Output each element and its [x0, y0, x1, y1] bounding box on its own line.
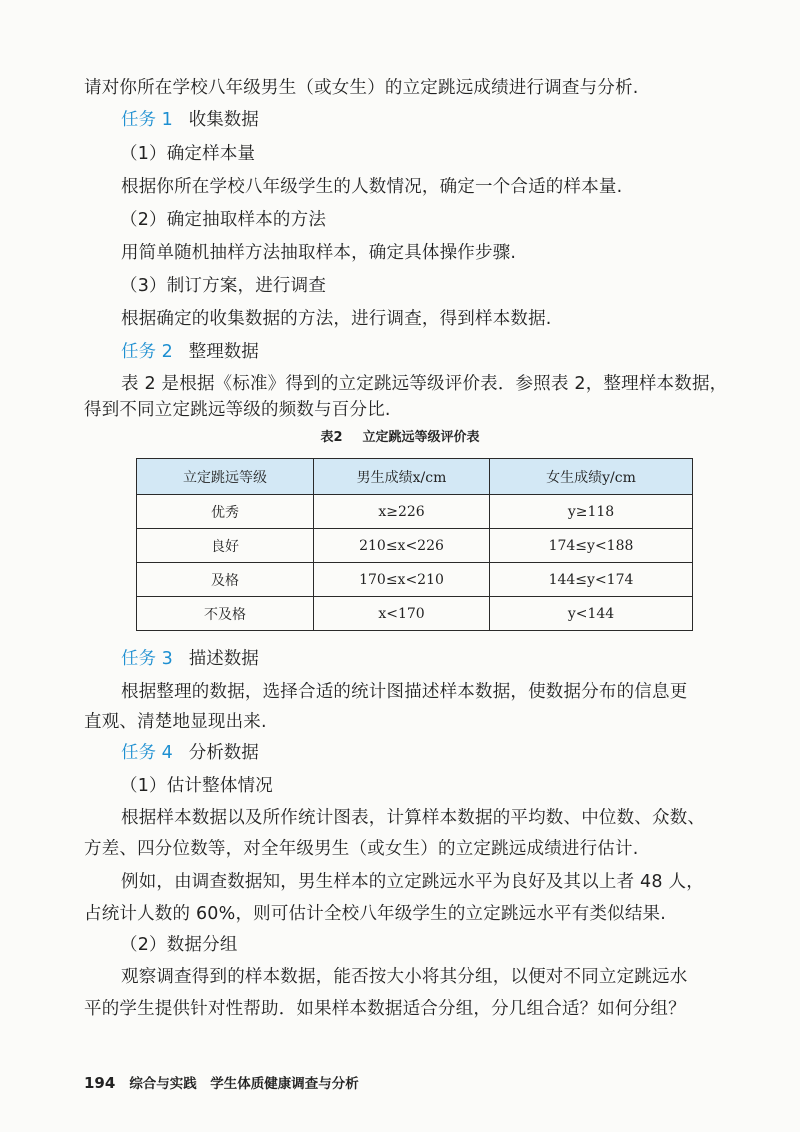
task-4-step-1-title: （1）估计整体情况 — [120, 776, 273, 796]
task-2-heading — [121, 340, 259, 364]
task-1-step-1-title: （1）确定样本量 — [120, 144, 256, 164]
table-cell: 210≤x<226 — [314, 529, 490, 563]
footer-title: 综合与实践 学生体质健康调查与分析 — [129, 1076, 359, 1092]
task-4-step-2-line-1: 观察调查得到的样本数据，能否按大小将其分组，以便对不同立定跳远水 — [121, 967, 688, 987]
task-2-paragraph-line-1: 表 2 是根据《标准》得到的立定跳远等级评价表．参照表 2，整理样本数据， — [121, 374, 728, 394]
task-1-number: 任务 1 — [121, 110, 173, 130]
task-4-number: 任务 4 — [121, 743, 173, 763]
task-1-step-1-text: 根据你所在学校八年级学生的人数情况，确定一个合适的样本量. — [121, 177, 623, 197]
table-cell: x<170 — [314, 597, 490, 631]
task-4-heading — [121, 741, 259, 765]
table-caption — [0, 426, 800, 445]
table-cell: 及格 — [137, 563, 314, 597]
task-2-number: 任务 2 — [121, 342, 173, 362]
task-4-step-1-line-2: 方差、四分位数等，对全年级男生（或女生）的立定跳远成绩进行估计. — [84, 839, 639, 859]
task-3-paragraph-line-2: 直观、清楚地显现出来. — [84, 712, 267, 732]
table-cell: y≥118 — [490, 495, 693, 529]
table-cell: y<144 — [490, 597, 693, 631]
table-row — [137, 495, 693, 529]
table-cell: 不及格 — [137, 597, 314, 631]
table-caption-title: 立定跳远等级评价表 — [362, 430, 480, 445]
task-4-step-1-line-1: 根据样本数据以及所作统计图表，计算样本数据的平均数、中位数、众数、 — [121, 808, 706, 828]
table-cell: 170≤x<210 — [314, 563, 490, 597]
table-cell: 174≤y<188 — [490, 529, 693, 563]
table-cell: x≥226 — [314, 495, 490, 529]
task-3-heading — [121, 647, 259, 671]
table-header-cell: 男生成绩x/cm — [314, 459, 490, 495]
task-4-step-1-line-3: 例如，由调查数据知，男生样本的立定跳远水平为良好及其以上者 48 人， — [121, 872, 704, 892]
task-4-title: 分析数据 — [188, 743, 259, 763]
table-header-cell: 立定跳远等级 — [137, 459, 314, 495]
table-cell: 良好 — [137, 529, 314, 563]
table-header-cell: 女生成绩y/cm — [490, 459, 693, 495]
task-3-number: 任务 3 — [121, 649, 173, 669]
table-cell: 优秀 — [137, 495, 314, 529]
task-1-step-2-text: 用简单随机抽样方法抽取样本，确定具体操作步骤. — [121, 243, 517, 263]
table-cell: 144≤y<174 — [490, 563, 693, 597]
task-1-step-3-text: 根据确定的收集数据的方法，进行调查，得到样本数据. — [121, 309, 552, 329]
task-1-step-2-title: （2）确定抽取样本的方法 — [120, 210, 327, 230]
task-3-paragraph-line-1: 根据整理的数据，选择合适的统计图描述样本数据，使数据分布的信息更 — [121, 682, 688, 702]
task-2-title: 整理数据 — [188, 342, 259, 362]
grade-evaluation-table — [136, 458, 693, 631]
task-4-step-2-line-2: 平的学生提供针对性帮助．如果样本数据适合分组，分几组合适？如何分组？ — [84, 999, 686, 1019]
table-row — [137, 529, 693, 563]
task-3-title: 描述数据 — [188, 649, 259, 669]
task-2-paragraph-line-2: 得到不同立定跳远等级的频数与百分比. — [84, 400, 391, 420]
task-4-step-2-title: （2）数据分组 — [120, 935, 238, 955]
task-1-title: 收集数据 — [188, 110, 259, 130]
intro-paragraph: 请对你所在学校八年级男生（或女生）的立定跳远成绩进行调查与分析. — [84, 78, 639, 98]
table-caption-number: 表2 — [320, 430, 343, 445]
page-footer — [84, 1072, 359, 1092]
table-row — [137, 563, 693, 597]
task-4-step-1-line-4: 占统计人数的 60%，则可估计全校八年级学生的立定跳远水平有类似结果. — [84, 904, 667, 924]
table-header-row — [137, 459, 693, 495]
task-1-heading — [121, 108, 259, 132]
page-number: 194 — [84, 1074, 116, 1092]
task-1-step-3-title: （3）制订方案，进行调查 — [120, 276, 327, 296]
table-row — [137, 597, 693, 631]
